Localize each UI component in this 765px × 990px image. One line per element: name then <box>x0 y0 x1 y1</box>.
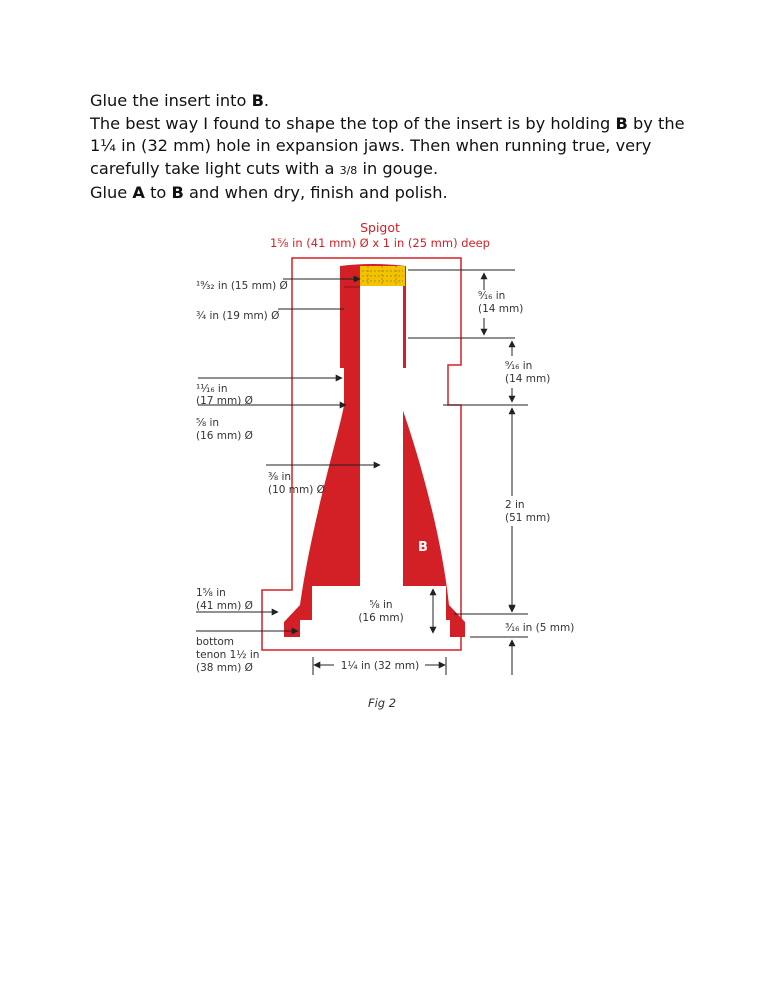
text-span: in gouge. <box>357 158 439 178</box>
figure-subtitle: 1⅝ in (41 mm) Ø x 1 in (25 mm) deep <box>270 236 490 250</box>
fraction: 3/8 <box>339 163 358 177</box>
part-b-label: B <box>418 540 428 555</box>
dim-label: ³⁄₁₆ in (5 mm) <box>505 622 575 634</box>
dim-label: 1⅝ in <box>196 587 226 599</box>
dim-label: (14 mm) <box>478 303 524 315</box>
dim-label: ¹¹⁄₁₆ in <box>196 383 228 395</box>
text-span: Glue <box>90 183 133 202</box>
dim-label: (38 mm) Ø <box>196 662 253 674</box>
figure-title: Spigot <box>360 220 400 235</box>
bottom-dim-label: 1¼ in (32 mm) <box>340 660 420 672</box>
line-3: 1¼ in (32 mm) hole in expansion jaws. Then when running true, very <box>90 136 652 155</box>
recess-depth-label: ⅝ in <box>369 599 393 611</box>
dim-label: bottom <box>196 636 234 648</box>
center-bore <box>360 286 403 586</box>
dim-label: (14 mm) <box>505 373 551 385</box>
text-span: . <box>263 91 270 110</box>
dim-label: ¾ in (19 mm) Ø <box>196 310 280 322</box>
text-span: by the <box>627 113 685 133</box>
bold-ref: A <box>132 183 145 202</box>
dim-label: (17 mm) Ø <box>196 395 253 407</box>
text-span: to <box>144 183 172 202</box>
dim-label: ⅝ in <box>196 417 220 429</box>
dim-label: tenon 1½ in <box>196 649 260 661</box>
dim-label: (10 mm) Ø <box>268 484 325 496</box>
text-span: and when dry, finish and polish. <box>183 183 448 202</box>
recess-depth-label: (16 mm) <box>358 612 404 624</box>
text-span: Glue the insert into <box>90 91 252 110</box>
bold-ref: B <box>615 113 628 133</box>
text-span: The best way I found to shape the top of the insert is by holding <box>90 113 616 133</box>
dim-label: ¹⁹⁄₃₂ in (15 mm) Ø <box>196 280 288 292</box>
dim-label: (51 mm) <box>505 512 551 524</box>
bold-ref: B <box>171 183 184 202</box>
dim-label: ⁹⁄₁₆ in <box>505 360 533 372</box>
dim-label: ⅜ in <box>268 471 292 483</box>
dim-label: (16 mm) Ø <box>196 430 253 442</box>
dim-label: 2 in <box>505 499 525 511</box>
right-labels <box>478 290 574 634</box>
figure-caption: Fig 2 <box>367 696 397 710</box>
dim-label: ⁹⁄₁₆ in <box>478 290 506 302</box>
bold-ref: B <box>251 91 264 110</box>
text-span: carefully take light cuts with a <box>90 158 340 178</box>
dim-label: (41 mm) Ø <box>196 600 253 612</box>
